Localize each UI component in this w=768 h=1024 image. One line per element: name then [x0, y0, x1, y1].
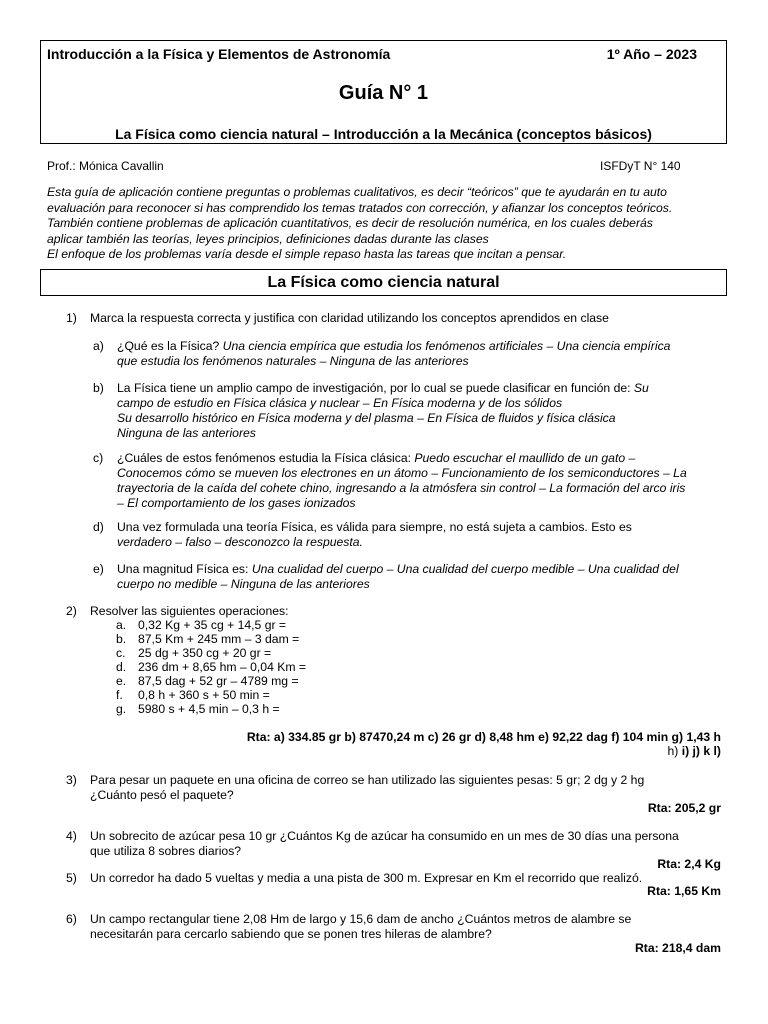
intro-paragraph	[47, 185, 722, 263]
course-title: Introducción a la Física y Elementos de Astronomía	[47, 46, 391, 62]
answer-q6: Rta: 218,4 dam	[634, 941, 721, 955]
item-label: b)	[93, 381, 104, 395]
op-label: d.	[116, 660, 127, 674]
institute: ISFDyT N° 140	[600, 159, 681, 173]
course-year: 1º Año – 2023	[606, 46, 697, 62]
intro-line: También contiene problemas de aplicación cuantitativos, es decir de resolución numérica, en los cuales deberás	[47, 216, 653, 230]
question-text: Marca la respuesta correcta y justifica con claridad utilizando los conceptos aprendidos en clase	[90, 311, 609, 325]
item-prompt: La Física tiene un amplio campo de investigación, por lo cual se puede clasificar en función de:	[117, 381, 634, 395]
intro-line: El enfoque de los problemas varía desde el simple repaso hasta las tareas que incitan a pensar.	[47, 247, 567, 261]
item-options: campo de estudio en Física clásica y nuclear – En Física moderna y de los sólidos	[117, 396, 563, 410]
op-text: 87,5 Km + 245 mm – 3 dam =	[138, 632, 300, 646]
section-title: La Física como ciencia natural	[40, 269, 727, 296]
question-text: ¿Cuánto pesó el paquete?	[90, 788, 234, 802]
item-prompt: Una magnitud Física es:	[117, 562, 252, 576]
item-options: Una cualidad del cuerpo – Una cualidad del cuerpo medible – Una cualidad del	[251, 562, 679, 576]
question-number: 6)	[66, 912, 77, 926]
item-text	[117, 562, 679, 577]
question-number: 2)	[66, 604, 77, 618]
item-prompt: Una vez formulada una teoría Física, es válida para siempre, no está sujeta a cambios. Esto es	[117, 520, 632, 534]
answer-fragment: h)	[667, 744, 682, 758]
answer-q3: Rta: 205,2 gr	[647, 801, 721, 815]
answer-q2-cont	[667, 744, 721, 758]
question-text: Un sobrecito de azúcar pesa 10 gr ¿Cuántos Kg de azúcar ha consumido en un mes de 30 días una persona	[90, 829, 679, 843]
op-label: f.	[116, 688, 123, 702]
item-options: Conocemos cómo se mueven los electrones en un átomo – Funcionamiento de los semiconductores – La	[117, 466, 687, 480]
intro-line: Esta guía de aplicación contiene preguntas o problemas cualitativos, es decir “teóricos” que te ayudarán en tu auto	[47, 185, 667, 199]
op-label: e.	[116, 674, 127, 688]
item-options: que estudia los fenómenos naturales – Ninguna de las anteriores	[117, 354, 469, 368]
item-options: Una ciencia empírica que estudia los fenómenos artificiales – Una ciencia empírica	[222, 339, 671, 353]
question-number: 4)	[66, 829, 77, 843]
item-options: Su	[633, 381, 649, 395]
item-options: verdadero – falso – desconozco la respuesta.	[117, 535, 363, 549]
item-options: Puedo escuchar el maullido de un gato –	[414, 451, 636, 465]
answer-q4: Rta: 2,4 Kg	[657, 857, 721, 871]
item-prompt: ¿Cuáles de estos fenómenos estudia la Física clásica:	[117, 451, 415, 465]
item-label: d)	[93, 520, 104, 534]
item-options: – El comportamiento de los gases ionizados	[117, 496, 356, 510]
item-label: c)	[93, 451, 104, 465]
question-text: Un corredor ha dado 5 vueltas y media a una pista de 300 m. Expresar en Km el recorrido que realizó.	[90, 871, 643, 885]
answer-q5: Rta: 1,65 Km	[647, 884, 721, 898]
item-options: Su desarrollo histórico en Física moderna y del plasma – En Física de fluidos y física clásica	[117, 411, 616, 425]
op-text: 0,8 h + 360 s + 50 min =	[138, 688, 270, 702]
item-options: trayectoria de la caída del cohete chino, ingresando a la atmósfera sin control – La formación del arco iris	[117, 481, 686, 495]
question-text: Un campo rectangular tiene 2,08 Hm de largo y 15,6 dam de ancho ¿Cuántos metros de alambre se	[90, 912, 632, 926]
question-number: 1)	[66, 311, 77, 325]
op-text: 87,5 dag + 52 gr – 4789 mg =	[138, 674, 299, 688]
question-text: que utiliza 8 sobres diarios?	[90, 844, 242, 858]
question-text: Para pesar un paquete en una oficina de correo se han utilizado las siguientes pesas: 5 gr; 2 dg y 2 hg	[90, 773, 645, 787]
item-label: a)	[93, 339, 104, 353]
question-number: 5)	[66, 871, 77, 885]
guide-title: Guía N° 1	[338, 82, 429, 104]
item-text	[117, 381, 649, 396]
item-prompt: ¿Qué es la Física?	[117, 339, 223, 353]
question-text: necesitarán para cercarlo sabiendo que se ponen tres hileras de alambre?	[90, 927, 492, 941]
op-label: c.	[116, 646, 126, 660]
guide-subtitle: La Física como ciencia natural – Introducción a la Mecánica (conceptos básicos)	[115, 126, 652, 142]
answer-q2: Rta: a) 334.85 gr b) 87470,24 m c) 26 gr d) 8,48 hm e) 92,22 dag f) 104 min g) 1,43 h	[246, 730, 721, 744]
item-label: e)	[93, 562, 104, 576]
answer-fragment: i) j) k l)	[681, 744, 721, 758]
item-text	[117, 451, 635, 466]
question-number: 3)	[66, 773, 77, 787]
op-label: g.	[116, 702, 127, 716]
op-text: 5980 s + 4,5 min – 0,3 h =	[138, 702, 280, 716]
header-line	[47, 46, 697, 62]
op-text: 236 dm + 8,65 hm – 0,04 Km =	[138, 660, 307, 674]
question-text: Resolver las siguientes operaciones:	[90, 604, 289, 618]
intro-line: aplicar también las teorías, leyes principios, definiciones dadas durante las clases	[47, 231, 489, 246]
item-options: Ninguna de las anteriores	[117, 426, 256, 440]
op-text: 0,32 Kg + 35 cg + 14,5 gr =	[138, 618, 287, 632]
op-label: a.	[116, 618, 127, 632]
intro-line: evaluación para reconocer si has comprendido los temas tratados con corrección, y afianzar los conceptos teóricos.	[47, 200, 673, 215]
item-options: cuerpo no medible – Ninguna de las anteriores	[117, 577, 370, 591]
professor: Prof.: Mónica Cavallin	[47, 159, 164, 173]
op-text: 25 dg + 350 cg + 20 gr =	[138, 646, 272, 660]
op-label: b.	[116, 632, 127, 646]
item-text	[117, 339, 670, 354]
